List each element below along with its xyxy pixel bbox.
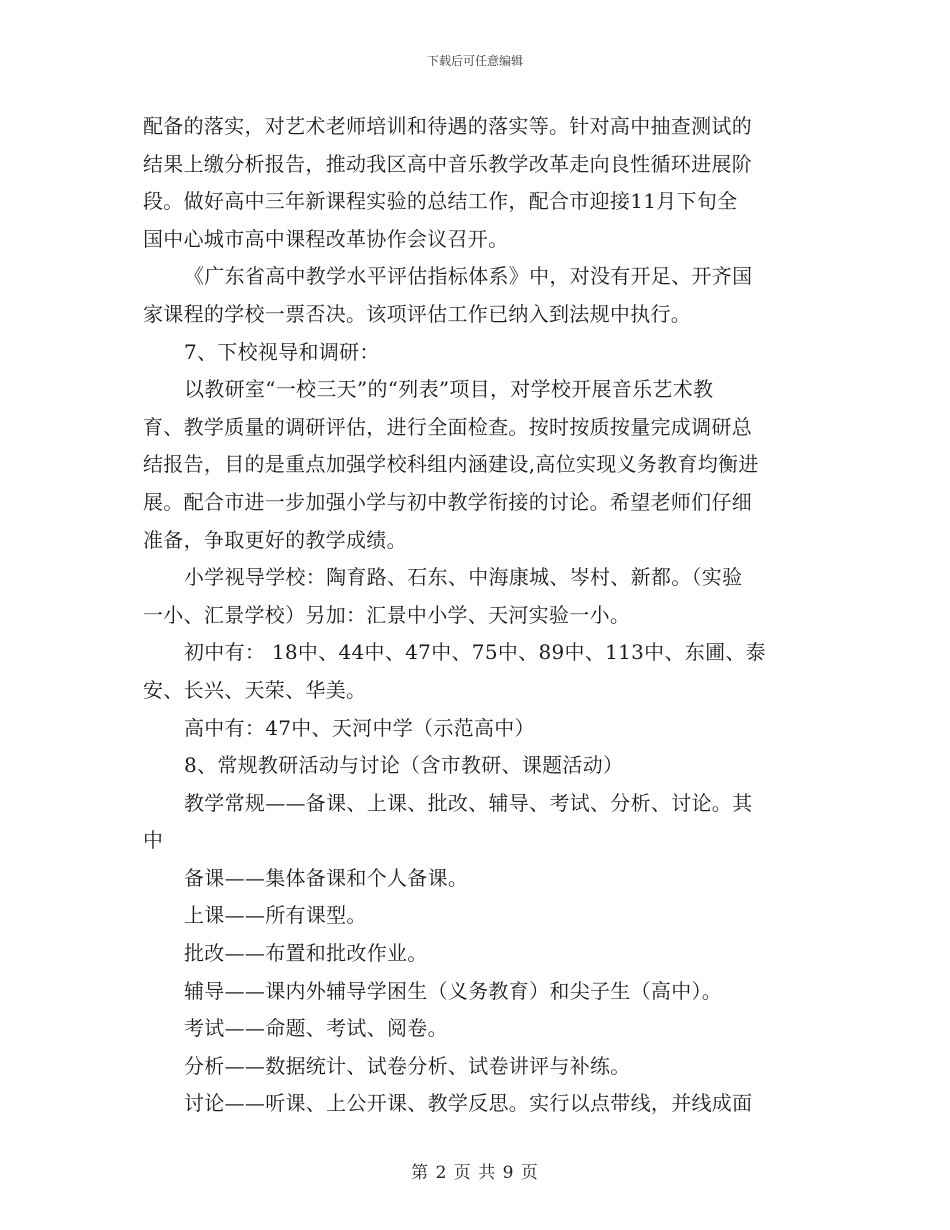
text-line: 中 bbox=[143, 828, 164, 853]
text-line: 讨论——听课、上公开课、教学反思。实行以点带线，并线成面 bbox=[184, 1091, 753, 1116]
text-line: 考试——命题、考试、阅卷。 bbox=[184, 1016, 448, 1041]
page-header: 下载后可任意编辑 bbox=[426, 54, 523, 68]
text-line: 段。做好高中三年新课程实验的总结工作，配合市迎接11月下旬全 bbox=[143, 189, 738, 214]
text-line: 结报告，目的是重点加强学校科组内涵建设,高位实现义务教育均衡进 bbox=[143, 452, 759, 477]
text-line: 教学常规——备课、上课、批改、辅导、考试、分析、讨论。其 bbox=[184, 790, 753, 815]
text-line: 准备，争取更好的教学成绩。 bbox=[143, 527, 407, 552]
text-line: 《广东省高中教学水平评估指标体系》中，对没有开足、开齐国 bbox=[184, 264, 753, 289]
text-line: 展。配合市进一步加强小学与初中教学衔接的讨论。希望老师们仔细 bbox=[143, 489, 752, 514]
section-heading-8: 8、常规教研活动与讨论（含市教研、课题活动） bbox=[184, 753, 624, 778]
document-body bbox=[143, 108, 813, 1123]
text-line: 配备的落实，对艺术老师培训和待遇的落实等。针对高中抽查测试的 bbox=[143, 114, 752, 138]
text-line: 安、长兴、天荣、华美。 bbox=[143, 677, 367, 702]
page-footer: 第 2 页 共 9 页 bbox=[411, 1163, 539, 1183]
text-line: 结果上缴分析报告，推动我区高中音乐教学改革走向良性循环进展阶 bbox=[143, 151, 752, 176]
text-line: 以教研室“一校三天”的“列表”项目，对学校开展音乐艺术教 bbox=[184, 377, 714, 402]
text-line: 批改——布置和批改作业。 bbox=[184, 941, 428, 966]
text-line: 高中有：47中、天河中学（示范高中） bbox=[184, 715, 535, 740]
text-line: 国中心城市高中课程改革协作会议召开。 bbox=[143, 226, 509, 251]
text-line: 辅导——课内外辅导学困生（义务教育）和尖子生（高中）。 bbox=[184, 978, 723, 1003]
text-line: 小学视导学校：陶育路、石东、中海康城、岑村、新都。（实验 bbox=[184, 565, 743, 590]
text-line: 初中有： 18中、44中、47中、75中、89中、113中、东圃、泰 bbox=[184, 640, 766, 665]
text-line: 分析——数据统计、试卷分析、试卷讲评与补练。 bbox=[184, 1053, 631, 1078]
text-line: 上课——所有课型。 bbox=[184, 903, 367, 928]
text-line: 一小、汇景学校）另加：汇景中小学、天河实验一小。 bbox=[143, 602, 631, 627]
text-line: 备课——集体备课和个人备课。 bbox=[184, 865, 469, 890]
section-heading-7: 7、下校视导和调研： bbox=[184, 339, 380, 364]
text-line: 育、教学质量的调研评估，进行全面检查。按时按质按量完成调研总 bbox=[143, 414, 752, 439]
text-line: 家课程的学校一票否决。该项评估工作已纳入到法规中执行。 bbox=[143, 301, 692, 326]
